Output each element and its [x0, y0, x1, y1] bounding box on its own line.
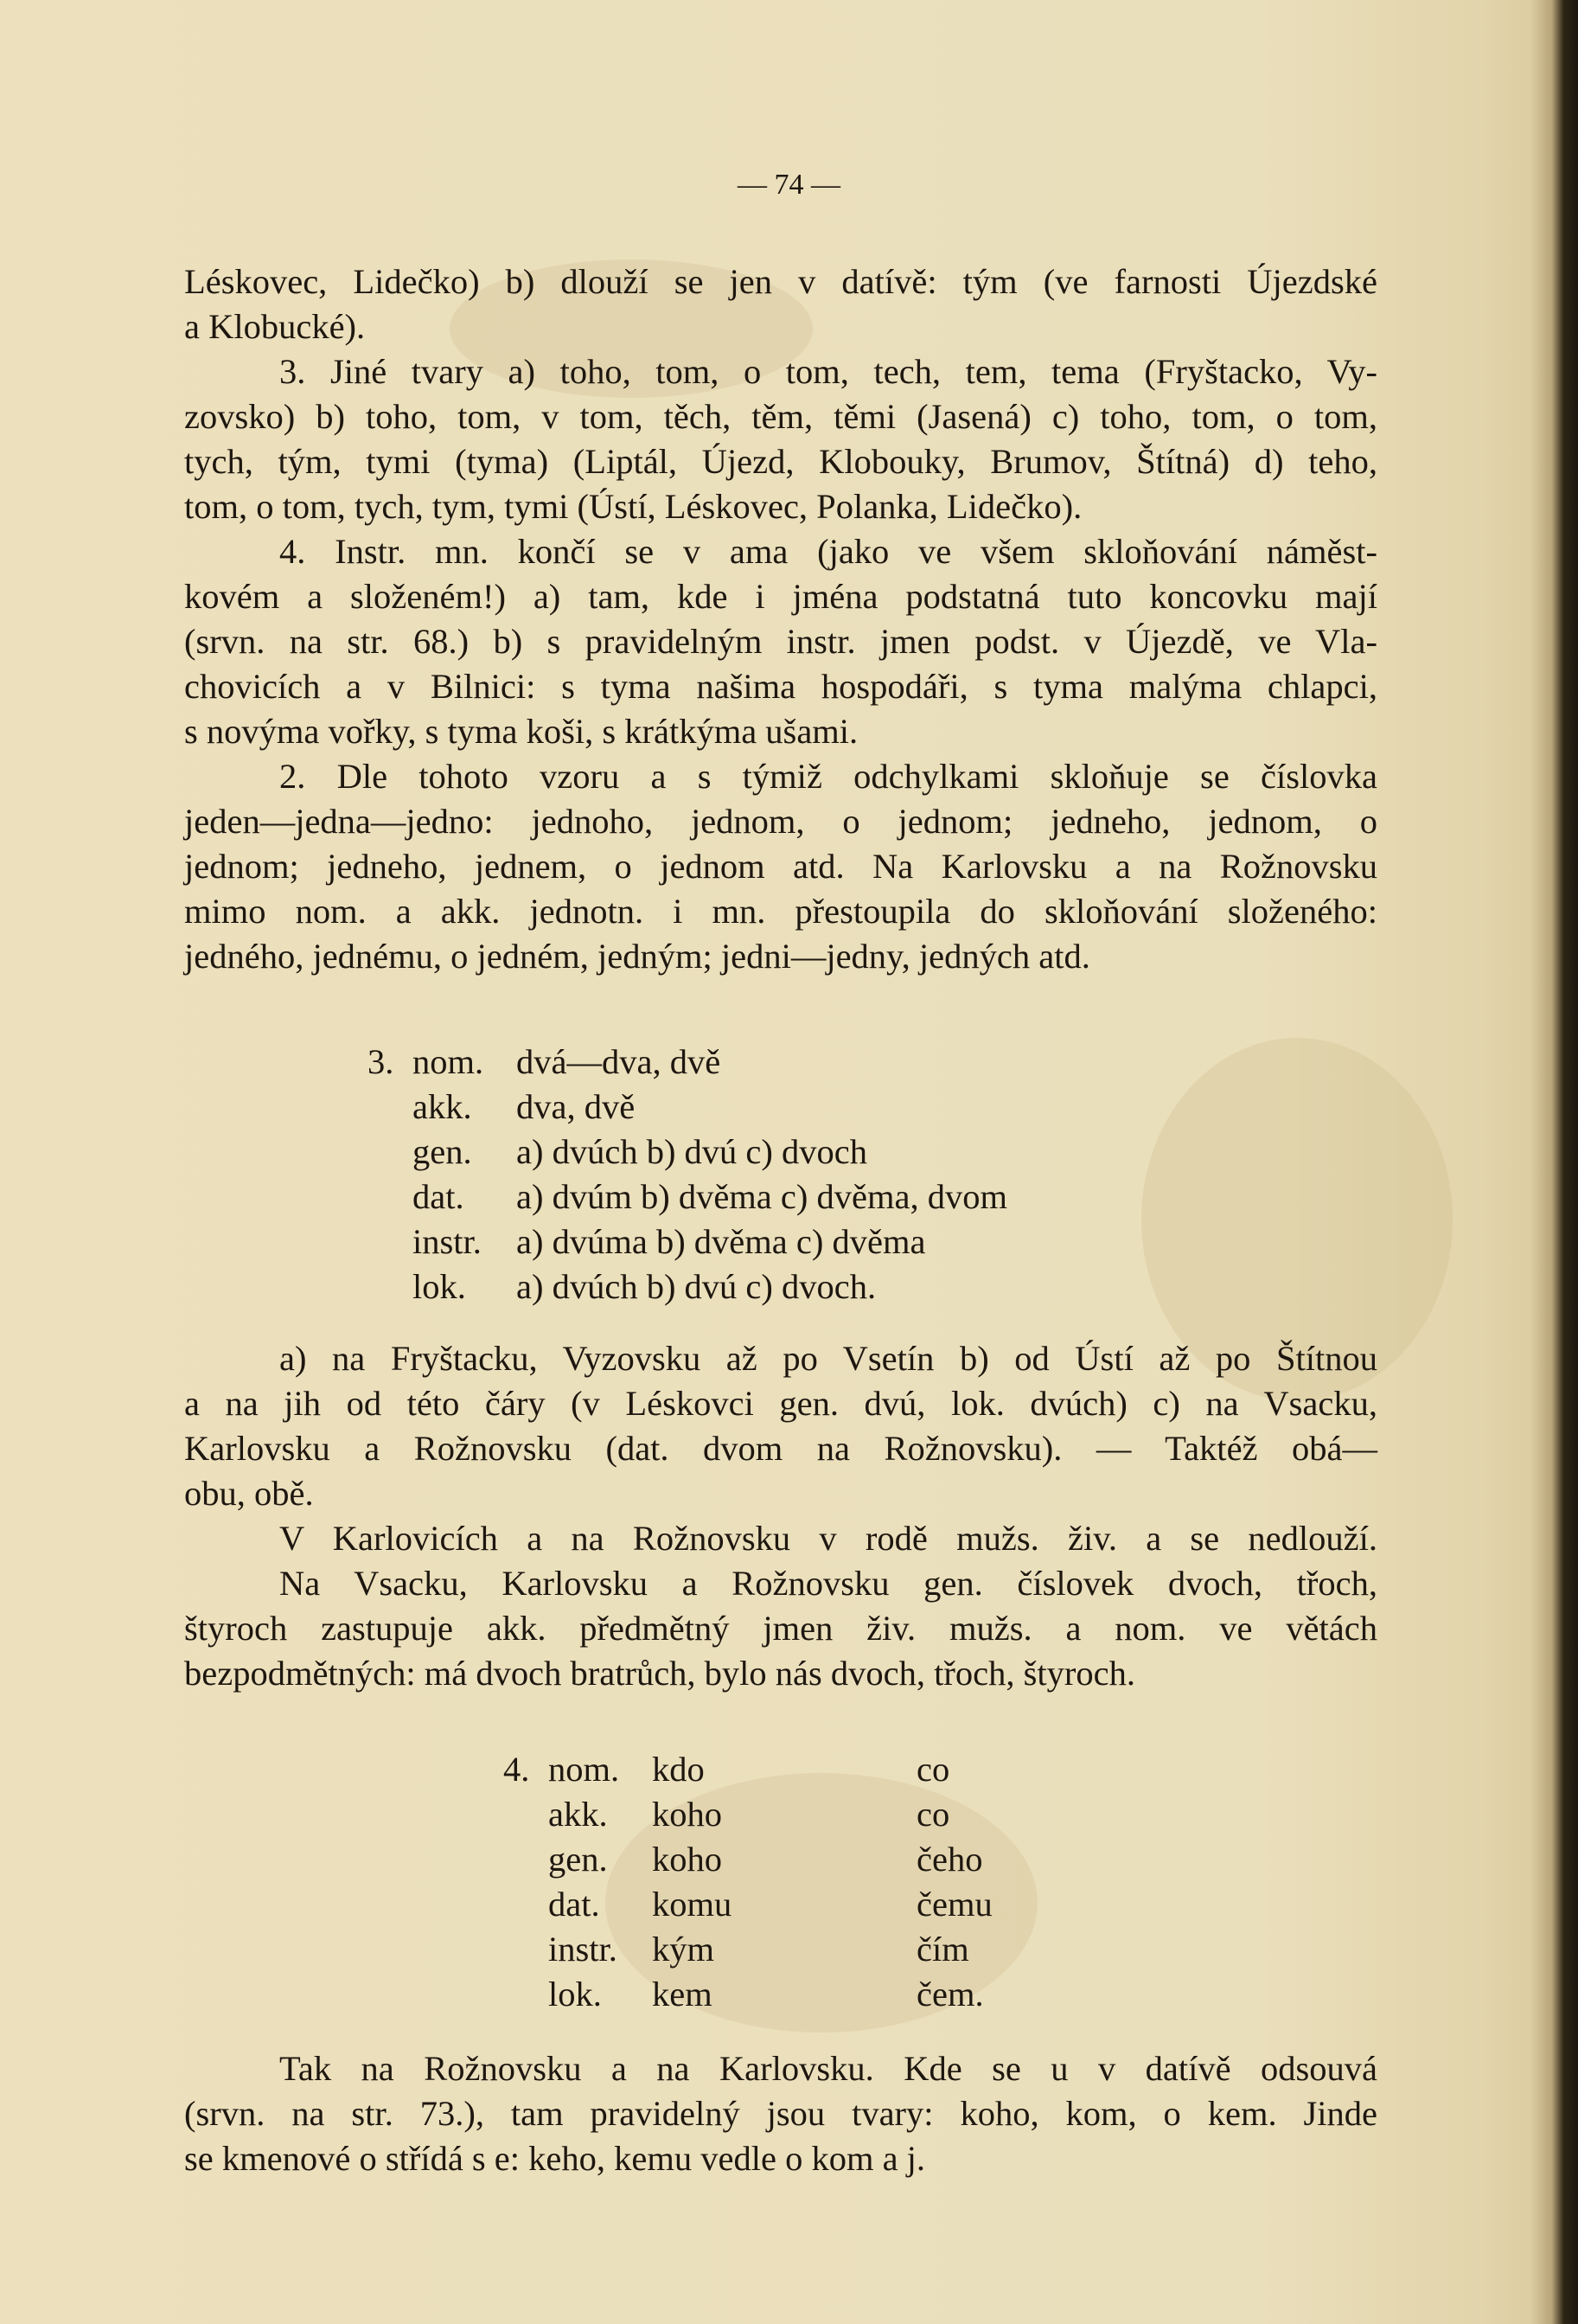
what-form: co	[917, 1795, 950, 1834]
text-line: kovém a složeném!) a) tam, kde i jména podstatná tuto koncovku mají	[184, 577, 1377, 616]
case-label: akk.	[412, 1087, 472, 1126]
case-forms: dvá—dva, dvě	[516, 1042, 721, 1081]
case-label: dat.	[412, 1177, 464, 1216]
text-line: mimo nom. a akk. jednotn. i mn. přestoupila do skloňování složeného:	[184, 892, 1377, 931]
text-line: Léskovec, Lidečko) b) dlouží se jen v datívě: tým (ve farnosti Újezdské	[184, 262, 1377, 301]
text-line: a) na Fryštacku, Vyzovsku až po Vsetín b) od Ústí až po Štítnou	[279, 1339, 1377, 1378]
who-form: koho	[652, 1840, 722, 1879]
case-label: akk.	[548, 1795, 608, 1834]
text-line: (srvn. na str. 73.), tam pravidelný jsou tvary: koho, kom, o kem. Jinde	[184, 2094, 1377, 2133]
text-line: obu, obě.	[184, 1474, 314, 1513]
case-forms: dva, dvě	[516, 1087, 636, 1126]
table-row	[367, 1130, 1128, 1175]
who-form: kdo	[652, 1750, 705, 1789]
text-line: 3. Jiné tvary a) toho, tom, o tom, tech, tem, tema (Fryštacko, Vy-	[279, 352, 1377, 391]
case-label: gen.	[412, 1132, 472, 1171]
case-label: dat.	[548, 1885, 600, 1924]
text-line: jedného, jednému, o jedném, jedným; jedni—jedny, jedných atd.	[184, 937, 1090, 976]
text-line: tych, tým, tymi (tyma) (Liptál, Újezd, Klobouky, Brumov, Štítná) d) teho,	[184, 442, 1377, 481]
table-row	[367, 1264, 1128, 1309]
text-line: jednom; jedneho, jednem, o jednom atd. Na Karlovsku a na Rožnovsku	[184, 847, 1377, 886]
table-number: 3.	[367, 1042, 394, 1081]
case-label: nom.	[548, 1750, 620, 1789]
case-forms: a) dvúm b) dvěma c) dvěma, dvom	[516, 1177, 1007, 1216]
case-label: instr.	[412, 1222, 482, 1261]
case-forms: a) dvúch b) dvú c) dvoch.	[516, 1267, 877, 1306]
table-row	[503, 1747, 1126, 1792]
table-row	[503, 1927, 1126, 1972]
table-row	[503, 1882, 1126, 1927]
text-line: (srvn. na str. 68.) b) s pravidelným instr. jmen podst. v Újezdě, ve Vla-	[184, 622, 1377, 661]
case-label: gen.	[548, 1840, 608, 1879]
what-form: čem.	[917, 1975, 984, 2013]
who-form: koho	[652, 1795, 722, 1834]
text-line: s novýma vořky, s tyma koši, s krátkýma ušami.	[184, 712, 859, 751]
what-form: čeho	[917, 1840, 983, 1879]
text-line: se kmenové o střídá s e: keho, kemu vedle o kom a j.	[184, 2139, 926, 2178]
case-label: lok.	[548, 1975, 602, 2013]
text-line: jeden—jedna—jedno: jednoho, jednom, o jednom; jedneho, jednom, o	[184, 802, 1377, 841]
who-form: komu	[652, 1885, 732, 1924]
what-form: čemu	[917, 1885, 993, 1924]
text-line: V Karlovicích a na Rožnovsku v rodě mužs. živ. a se nedlouží.	[279, 1519, 1377, 1558]
table-row	[367, 1220, 1128, 1264]
text-line: a na jih od této čáry (v Léskovci gen. dvú, lok. dvúch) c) na Vsacku,	[184, 1384, 1377, 1423]
text-line: chovicích a v Bilnici: s tyma našima hospodáři, s tyma malýma chlapci,	[184, 667, 1377, 706]
table-number: 4.	[503, 1750, 530, 1789]
case-forms: a) dvúma b) dvěma c) dvěma	[516, 1222, 926, 1261]
text-line: zovsko) b) toho, tom, v tom, těch, těm, těmi (Jasená) c) toho, tom, o tom,	[184, 397, 1377, 436]
case-label: instr.	[548, 1930, 617, 1969]
case-label: lok.	[412, 1267, 466, 1306]
table-row	[503, 1837, 1126, 1882]
text-line: bezpodmětných: má dvoch bratrůch, bylo nás dvoch, třoch, štyroch.	[184, 1654, 1135, 1693]
table-row	[367, 1085, 1128, 1130]
case-forms: a) dvúch b) dvú c) dvoch	[516, 1132, 867, 1171]
case-label: nom.	[412, 1042, 484, 1081]
who-form: kým	[652, 1930, 715, 1969]
who-form: kem	[652, 1975, 712, 2013]
table-row	[503, 1792, 1126, 1837]
text-line: Na Vsacku, Karlovsku a Rožnovsku gen. číslovek dvoch, třoch,	[279, 1564, 1377, 1603]
text-line: Karlovsku a Rožnovsku (dat. dvom na Rožnovsku). — Taktéž obá—	[184, 1429, 1377, 1468]
text-line: Tak na Rožnovsku a na Karlovsku. Kde se u v datívě odsouvá	[279, 2049, 1377, 2088]
text-line: a Klobucké).	[184, 307, 366, 346]
text-line: 4. Instr. mn. končí se v ama (jako ve všem skloňování náměst-	[279, 532, 1377, 571]
what-form: co	[917, 1750, 950, 1789]
page-number: — 74 —	[738, 169, 840, 201]
table-row	[367, 1040, 1128, 1085]
table-row	[367, 1175, 1128, 1220]
text-line: štyroch zastupuje akk. předmětný jmen živ. mužs. a nom. ve větách	[184, 1609, 1377, 1648]
text-line: 2. Dle tohoto vzoru a s týmiž odchylkami skloňuje se číslovka	[279, 757, 1377, 796]
what-form: čím	[917, 1930, 969, 1969]
text-line: tom, o tom, tych, tym, tymi (Ústí, Léskovec, Polanka, Lidečko).	[184, 487, 1083, 526]
page-edge-shadow	[1530, 0, 1578, 2324]
table-row	[503, 1972, 1126, 2017]
